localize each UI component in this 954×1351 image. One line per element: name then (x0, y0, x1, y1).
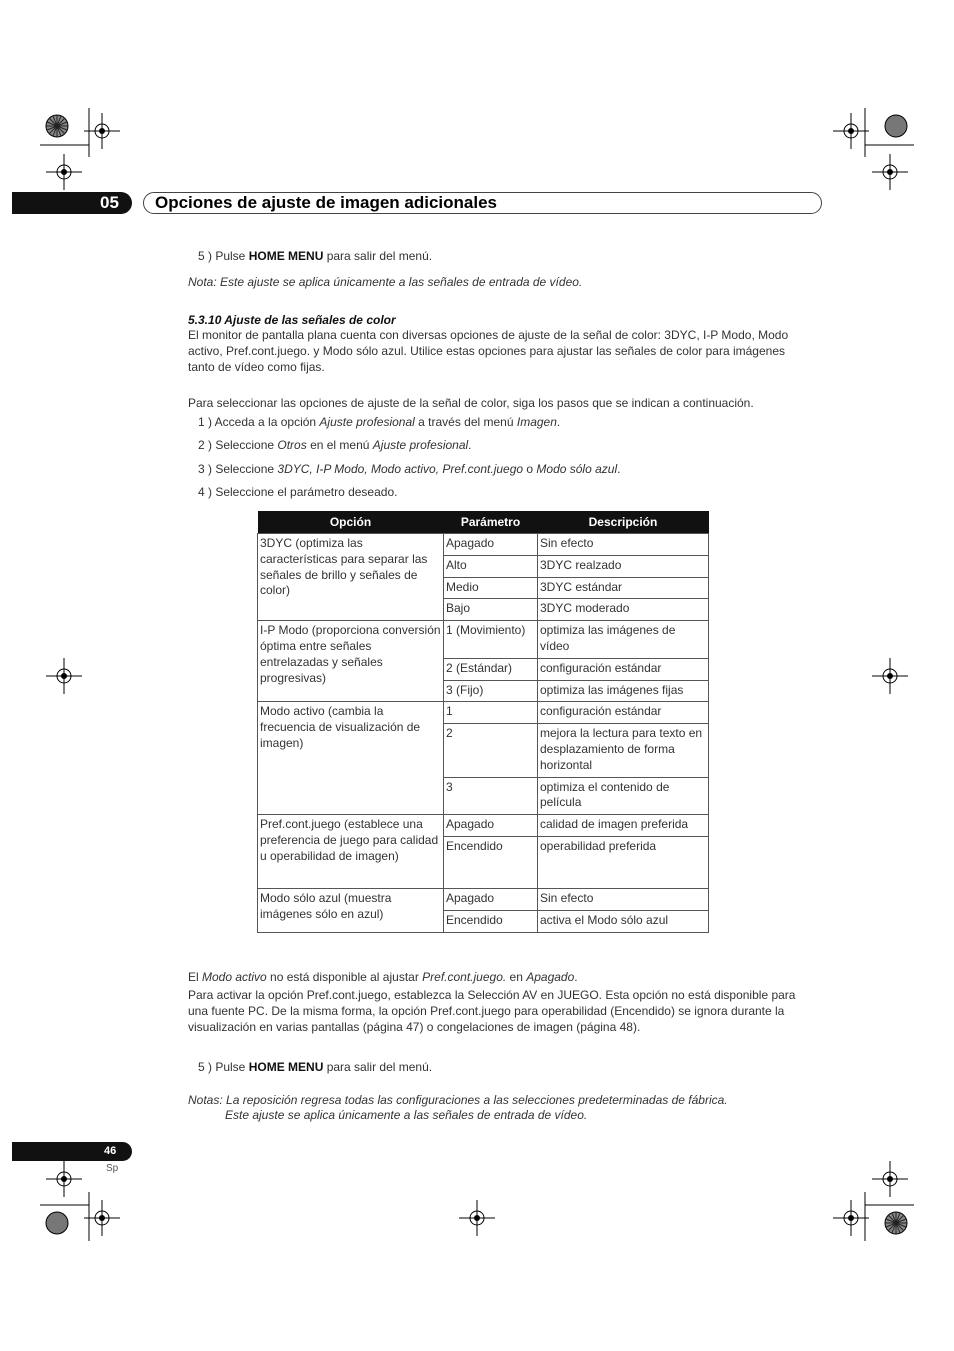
table-row (258, 621, 709, 659)
gray-target-icon (885, 115, 907, 137)
registration-mark-icon (46, 658, 82, 694)
option-cell: Pref.cont.juego (establece una preferencia de juego para calidad u operabilidad de imagen) (258, 815, 444, 889)
intro-paragraph: El monitor de pantalla plana cuenta con diversas opciones de ajuste de la señal de color: 3DYC, I-P Modo, Modo activo, Pref.cont.juego. y Modo sólo azul. Utilice estas opciones para ajustar las señales de color para imágenes tanto de vídeo como fijas. (188, 328, 789, 374)
desc-cell: mejora la lectura para texto en desplazamiento de forma horizontal (538, 724, 709, 777)
notes-bottom-1: Notas: La reposición regresa todas las configuraciones a las selecciones predeterminadas de fábrica. (188, 1093, 728, 1107)
desc-cell: optimiza el contenido de película (538, 777, 709, 815)
param-cell: Alto (444, 555, 538, 577)
chapter-title: Opciones de ajuste de imagen adicionales (155, 193, 498, 212)
step-2: 2 ) Seleccione Otros en el menú Ajuste profesional. (198, 438, 472, 452)
notes-bottom-2: Este ajuste se aplica únicamente a las señales de entrada de vídeo. (225, 1108, 588, 1122)
desc-cell: operabilidad preferida (538, 836, 709, 888)
section-heading: 5.3.10 Ajuste de las señales de color (188, 313, 396, 327)
activate-paragraph: Para activar la opción Pref.cont.juego, establezca la Selección AV en JUEGO. Esta opción no está disponible para una fuente PC. De la misma forma, la opción Pref.cont.juego para operabilidad (Encendido) se ignora durante la visualización en varias pantallas (página 47) o congelaciones de imagen (página 48). (188, 988, 796, 1034)
option-cell: 3DYC (optimiza las características para separar las señales de brillo y señales de color) (258, 534, 444, 621)
table-header-row (258, 511, 709, 534)
param-cell: Encendido (444, 910, 538, 932)
desc-cell: 3DYC moderado (538, 599, 709, 621)
desc-cell: Sin efecto (538, 888, 709, 910)
registration-mark-icon (872, 658, 908, 694)
step-4: 4 ) Seleccione el parámetro deseado. (198, 485, 398, 499)
registration-mark-icon (46, 154, 82, 190)
param-cell: 1 (Movimiento) (444, 621, 538, 659)
step-5-bottom: 5 ) Pulse HOME MENU para salir del menú. (198, 1060, 433, 1074)
param-cell: Apagado (444, 815, 538, 837)
desc-cell: configuración estándar (538, 658, 709, 680)
param-cell: 1 (444, 702, 538, 724)
step-1: 1 ) Acceda a la opción Ajuste profesional a través del menú Imagen. (198, 415, 561, 429)
desc-cell: calidad de imagen preferida (538, 815, 709, 837)
desc-cell: 3DYC realzado (538, 555, 709, 577)
param-cell: 3 (Fijo) (444, 680, 538, 702)
option-cell: Modo sólo azul (muestra imágenes sólo en azul) (258, 888, 444, 932)
param-cell: 2 (444, 724, 538, 777)
registration-mark-icon (872, 1161, 908, 1197)
param-cell: 2 (Estándar) (444, 658, 538, 680)
desc-cell: Sin efecto (538, 534, 709, 556)
table-row (258, 815, 709, 837)
modo-activo-note: El Modo activo no está disponible al ajustar Pref.cont.juego. en Apagado. (188, 970, 578, 984)
table-row (258, 888, 709, 910)
step-5-top: 5 ) Pulse HOME MENU para salir del menú. (198, 249, 433, 263)
registration-mark-icon (833, 1200, 869, 1236)
desc-cell: configuración estándar (538, 702, 709, 724)
header-parameter: Parámetro (444, 511, 538, 534)
header-description: Descripción (538, 511, 709, 534)
param-cell: Apagado (444, 534, 538, 556)
registration-mark-icon (833, 113, 869, 149)
param-cell: Apagado (444, 888, 538, 910)
table-row (258, 702, 709, 724)
select-intro: Para seleccionar las opciones de ajuste de la señal de color, siga los pasos que se indican a continuación. (188, 396, 754, 410)
options-table (257, 511, 709, 933)
note-top: Nota: Este ajuste se aplica únicamente a las señales de entrada de vídeo. (188, 275, 583, 289)
chapter-number: 05 (100, 193, 119, 212)
table-row (258, 534, 709, 556)
option-cell: I-P Modo (proporciona conversión óptima entre señales entrelazadas y señales progresivas) (258, 621, 444, 702)
registration-mark-icon (872, 154, 908, 190)
param-cell: Bajo (444, 599, 538, 621)
registration-mark-icon (46, 1161, 82, 1197)
param-cell: 3 (444, 777, 538, 815)
param-cell: Encendido (444, 836, 538, 888)
option-cell: Modo activo (cambia la frecuencia de visualización de imagen) (258, 702, 444, 815)
color-target-icon (885, 1212, 907, 1234)
param-cell: Medio (444, 577, 538, 599)
gray-target-icon (46, 1212, 68, 1234)
page-number: 46 (104, 1145, 117, 1157)
desc-cell: optimiza las imágenes fijas (538, 680, 709, 702)
desc-cell: activa el Modo sólo azul (538, 910, 709, 932)
language-code: Sp (106, 1163, 119, 1174)
step-3: 3 ) Seleccione 3DYC, I-P Modo, Modo activo, Pref.cont.juego o Modo sólo azul. (198, 462, 621, 476)
desc-cell: optimiza las imágenes de vídeo (538, 621, 709, 659)
color-target-icon (46, 115, 68, 137)
header-option: Opción (258, 511, 444, 534)
desc-cell: 3DYC estándar (538, 577, 709, 599)
registration-mark-icon (459, 1200, 495, 1236)
